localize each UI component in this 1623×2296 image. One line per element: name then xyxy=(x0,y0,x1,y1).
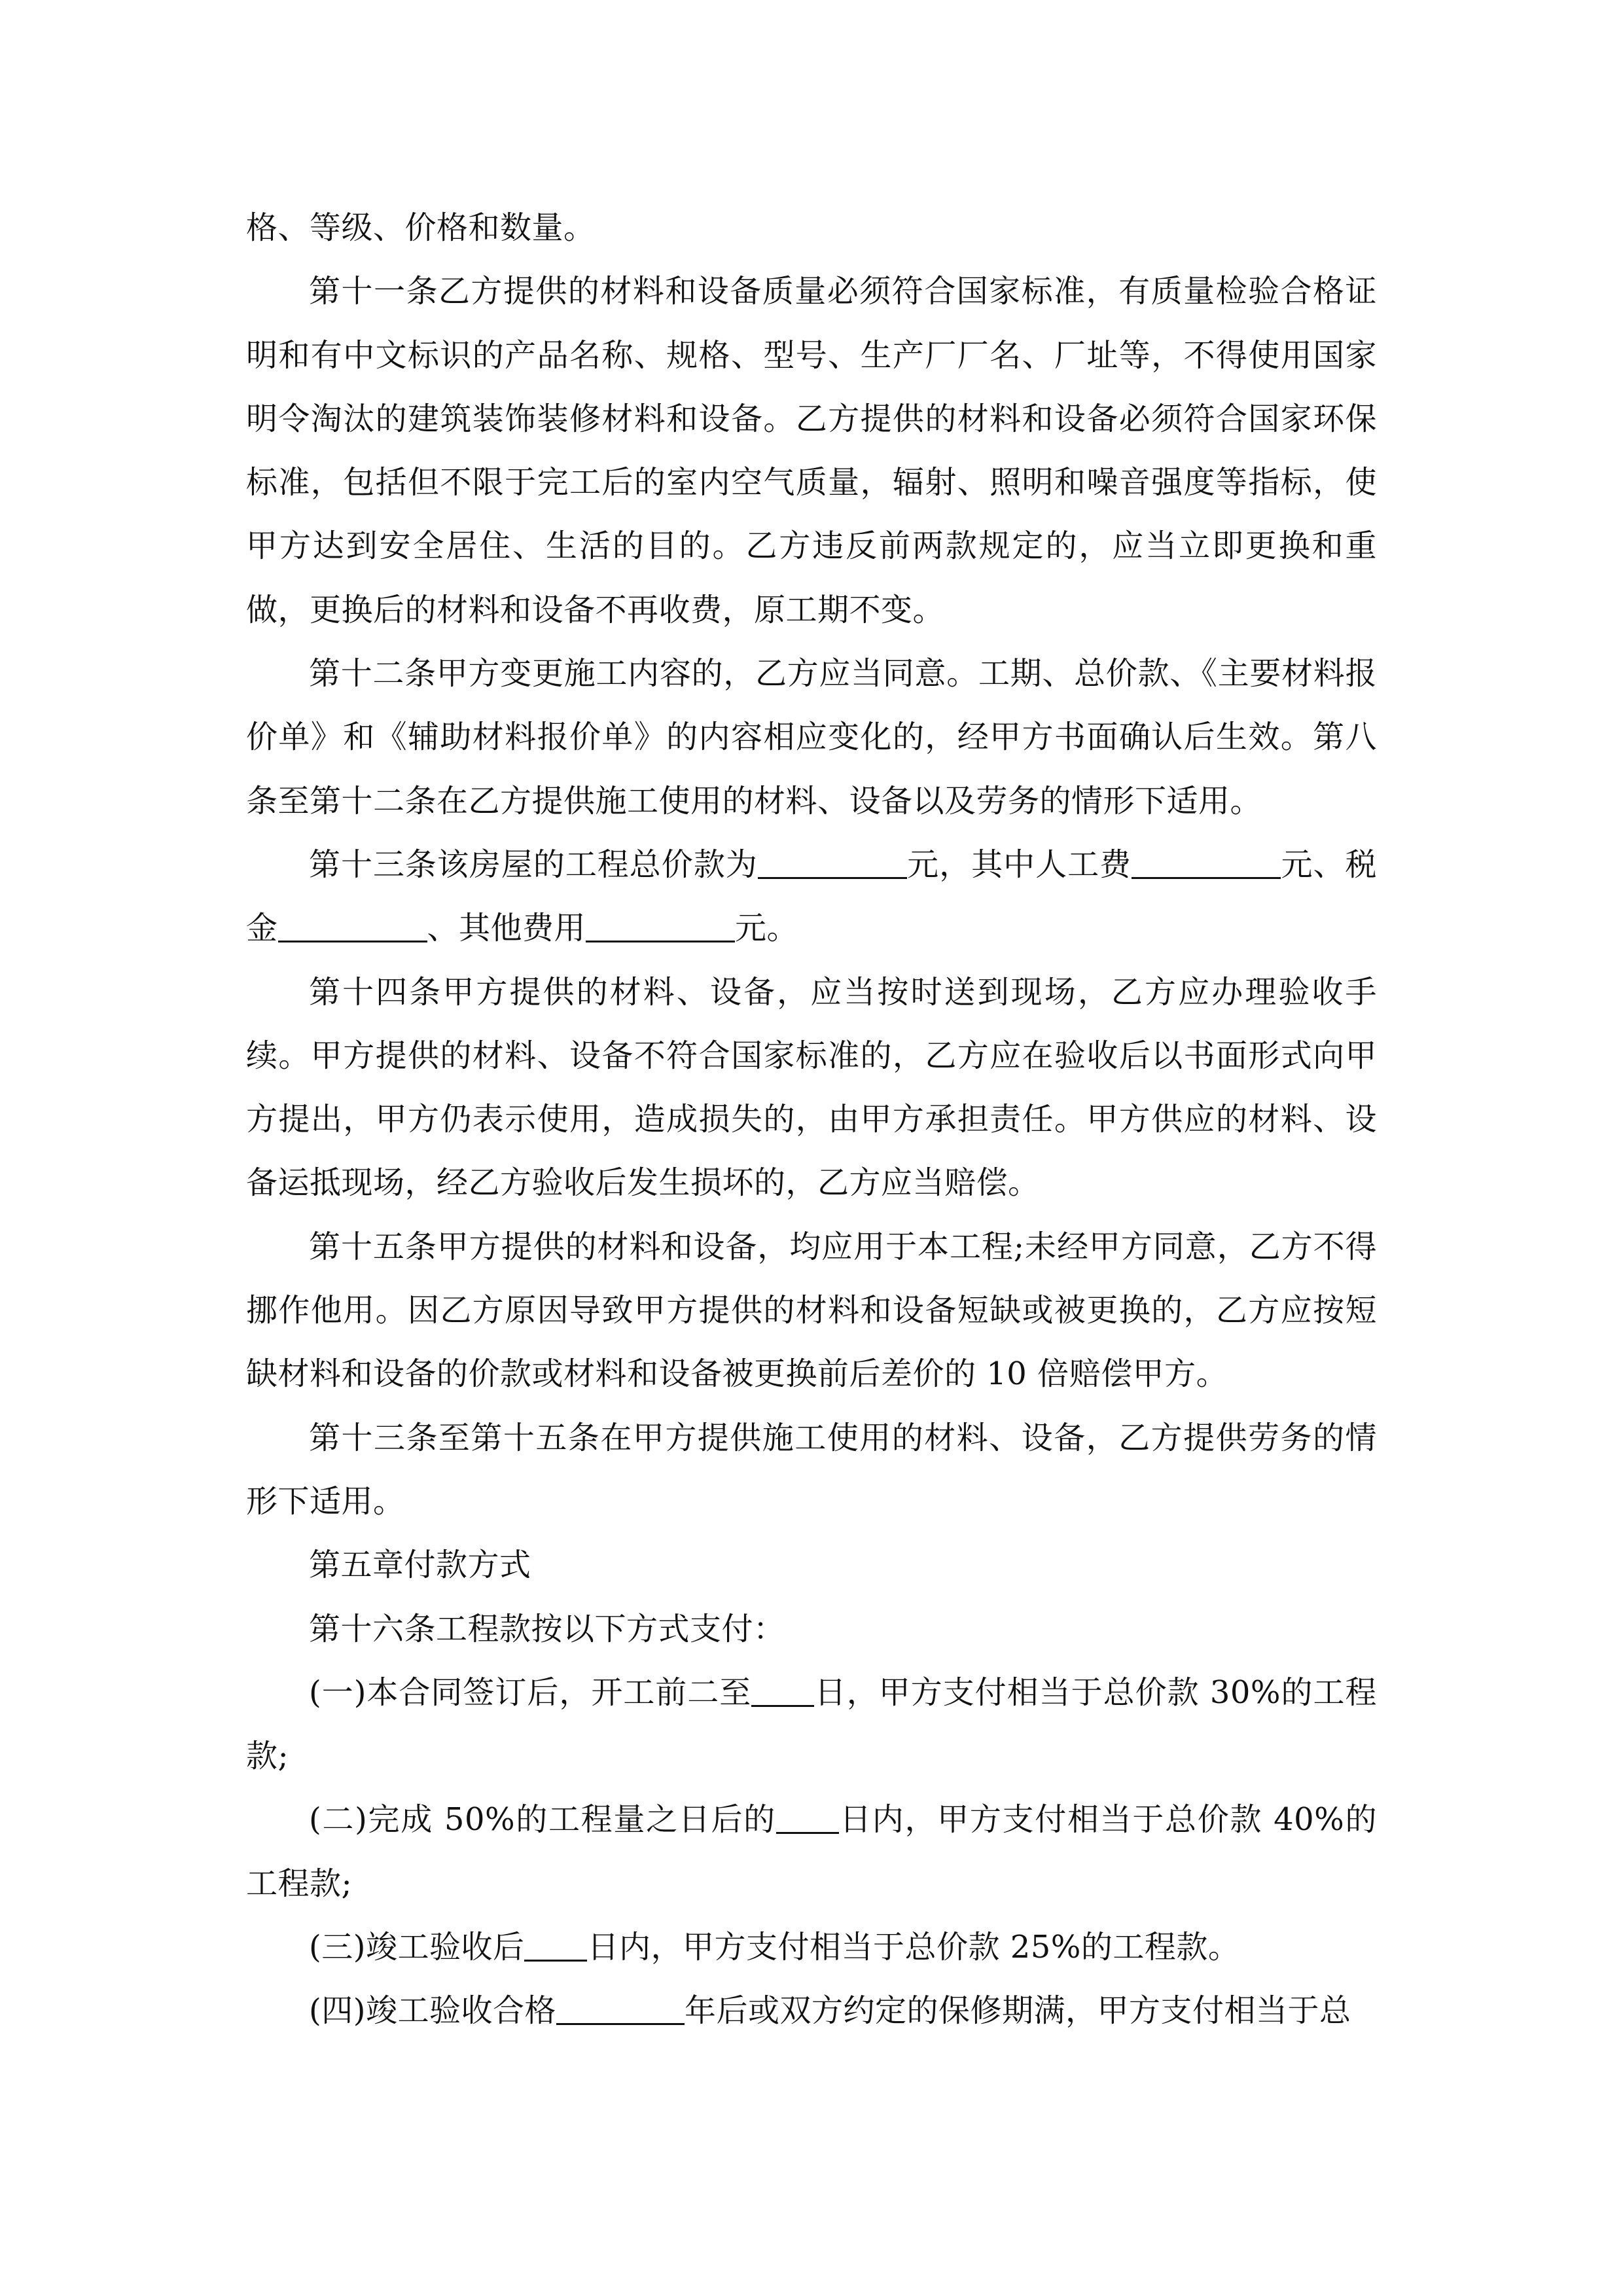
article-12: 第十二条甲方变更施工内容的，乙方应当同意。工期、总价款、《主要材料报价单》和《辅助材料报价单》的内容相应变化的，经甲方书面确认后生效。第八条至第十二条在乙方提供施工使用的材料、设备以及劳务的情形下适用。 xyxy=(246,655,1377,819)
total-price-blank xyxy=(758,846,907,879)
payment-item-3 xyxy=(246,1916,1377,1979)
payment-item-4-text-2: 年后或双方约定的保修期满，甲方支付相当于总 xyxy=(684,1992,1351,2030)
payment-item-1 xyxy=(246,1661,1377,1789)
payment-item-2-text-1: (二)完成 50%的工程量之日后的 xyxy=(309,1801,776,1839)
payment-item-4-years-blank xyxy=(556,1992,685,2025)
article-16: 第十六条工程款按以下方式支付： xyxy=(309,1610,785,1647)
chapter-5-heading: 第五章付款方式 xyxy=(309,1547,531,1584)
payment-item-1-text-1: (一)本合同签订后，开工前二至 xyxy=(309,1674,752,1711)
payment-item-4 xyxy=(246,1979,1377,2043)
article-13-text-1: 第十三条该房屋的工程总价款为 xyxy=(309,846,758,883)
other-fees-blank xyxy=(586,909,735,942)
article-13 xyxy=(246,833,1377,961)
paragraph-continuation: 格、等级、价格和数量。 xyxy=(246,209,596,246)
payment-item-2-days-blank xyxy=(776,1801,839,1834)
payment-item-1-days-blank xyxy=(751,1674,814,1707)
article-14: 第十四条甲方提供的材料、设备，应当按时送到现场，乙方应办理验收手续。甲方提供的材料、设备不符合国家标准的，乙方应在验收后以书面形式向甲方提出，甲方仍表示使用，造成损失的，由甲方承担责任。甲方供应的材料、设备运抵现场，经乙方验收后发生损坏的，乙方应当赔偿。 xyxy=(246,973,1377,1202)
payment-item-2 xyxy=(246,1788,1377,1916)
payment-item-3-text-1: (三)竣工验收后 xyxy=(309,1929,525,1966)
tax-blank xyxy=(278,909,427,942)
labor-cost-blank xyxy=(1132,846,1281,879)
article-13-text-2: 元，其中人工费 xyxy=(906,846,1132,883)
payment-item-3-text-2: 日内，甲方支付相当于总价款 25%的工程款。 xyxy=(587,1929,1240,1966)
article-15: 第十五条甲方提供的材料和设备，均应用于本工程;未经甲方同意，乙方不得挪作他用。因乙方原因导致甲方提供的材料和设备短缺或被更换的，乙方应按短缺材料和设备的价款或材料和设备被更换前后差价的 10 倍赔偿甲方。 xyxy=(246,1228,1377,1393)
payment-item-3-days-blank xyxy=(524,1928,587,1962)
article-11: 第十一条乙方提供的材料和设备质量必须符合国家标准，有质量检验合格证明和有中文标识的产品名称、规格、型号、生产厂厂名、厂址等，不得使用国家明令淘汰的建筑装饰装修材料和设备。乙方提供的材料和设备必须符合国家环保标准，包括但不限于完工后的室内空气质量，辐射、照明和噪音强度等指标，使甲方达到安全居住、生活的目的。乙方违反前两款规定的，应当立即更换和重做，更换后的材料和设备不再收费，原工期不变。 xyxy=(246,273,1377,628)
article-13-text-5: 元。 xyxy=(735,910,799,947)
payment-item-4-text-1: (四)竣工验收合格 xyxy=(309,1992,556,2030)
article-13-text-3: 元、税金 xyxy=(246,846,1377,947)
contract-body xyxy=(246,196,1377,2043)
article-13-text-4: 、其他费用 xyxy=(427,910,586,947)
scope-note: 第十三条至第十五条在甲方提供施工使用的材料、设备，乙方提供劳务的情形下适用。 xyxy=(246,1419,1377,1520)
payment-item-2-text-2: 日内，甲方支付相当于总价款 40%的工程款; xyxy=(246,1801,1377,1902)
payment-item-1-text-2: 日，甲方支付相当于总价款 30%的工程款; xyxy=(246,1674,1377,1775)
